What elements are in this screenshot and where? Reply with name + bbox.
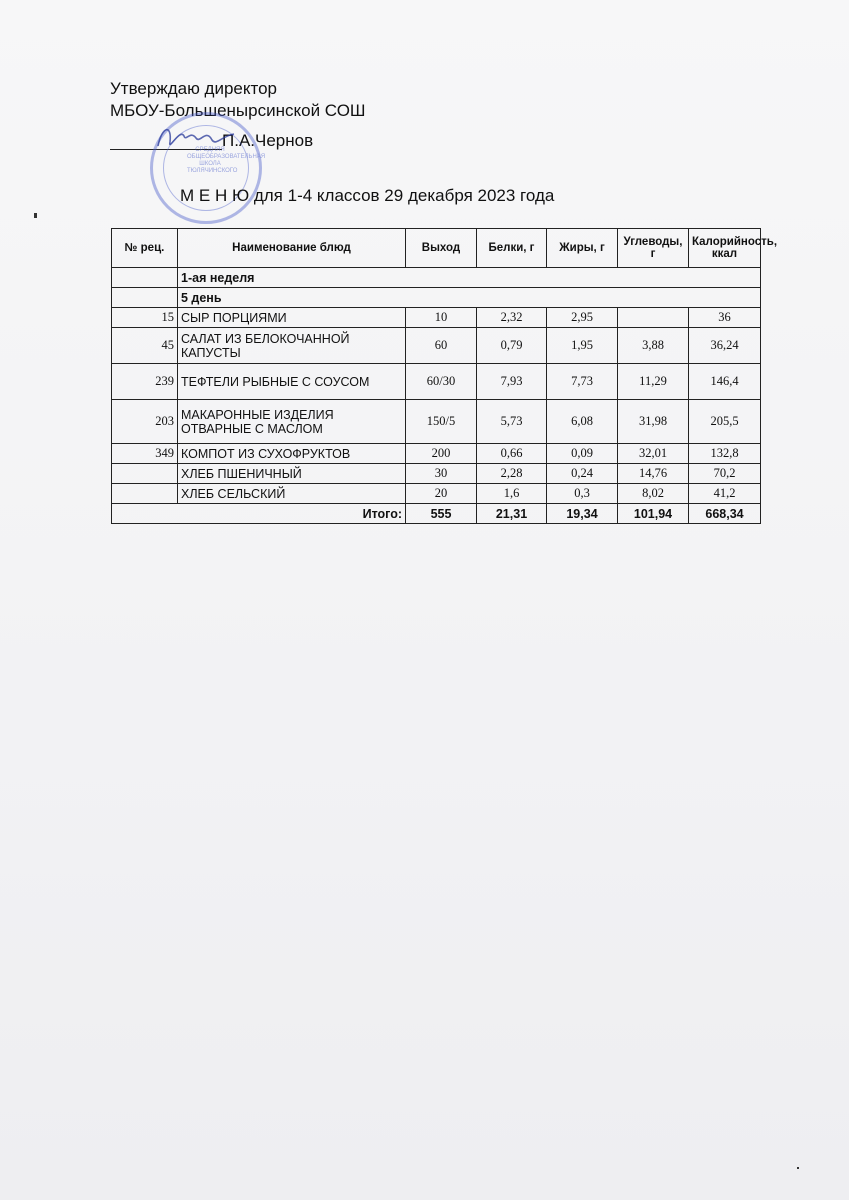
table-row	[112, 484, 761, 504]
table-row	[112, 464, 761, 484]
table-header-row	[112, 229, 761, 268]
recipe-number	[112, 464, 178, 484]
day-row	[112, 288, 761, 308]
output-value: 60/30	[406, 364, 477, 400]
scan-mark	[797, 1167, 799, 1169]
carbs-value: 14,76	[618, 464, 689, 484]
table-row	[112, 328, 761, 364]
recipe-number: 239	[112, 364, 178, 400]
calories-value: 41,2	[689, 484, 761, 504]
director-signature	[150, 118, 240, 158]
scan-mark	[34, 213, 37, 218]
table-row	[112, 444, 761, 464]
output-value: 200	[406, 444, 477, 464]
fat-value: 6,08	[547, 400, 618, 444]
output-value: 150/5	[406, 400, 477, 444]
table-row	[112, 400, 761, 444]
table-row	[112, 308, 761, 328]
fat-value: 7,73	[547, 364, 618, 400]
calories-value: 36	[689, 308, 761, 328]
protein-value: 7,93	[477, 364, 547, 400]
calories-value: 132,8	[689, 444, 761, 464]
calories-value: 36,24	[689, 328, 761, 364]
calories-value: 205,5	[689, 400, 761, 444]
table-row	[112, 364, 761, 400]
recipe-number: 349	[112, 444, 178, 464]
header-dish: Наименование блюд	[178, 229, 406, 268]
menu-table	[111, 228, 778, 524]
total-row	[112, 504, 761, 524]
carbs-value: 32,01	[618, 444, 689, 464]
carbs-value: 31,98	[618, 400, 689, 444]
carbs-value	[618, 308, 689, 328]
approval-line-2: МБОУ-Большенырсинской СОШ	[110, 101, 366, 120]
protein-value: 0,79	[477, 328, 547, 364]
carbs-value: 8,02	[618, 484, 689, 504]
recipe-number	[112, 484, 178, 504]
protein-value: 5,73	[477, 400, 547, 444]
recipe-number: 15	[112, 308, 178, 328]
calories-value: 146,4	[689, 364, 761, 400]
dish-name: САЛАТ ИЗ БЕЛОКОЧАННОЙ КАПУСТЫ	[178, 328, 406, 364]
approval-block	[110, 78, 366, 122]
output-value: 30	[406, 464, 477, 484]
dish-name: ХЛЕБ СЕЛЬСКИЙ	[178, 484, 406, 504]
director-name: П.А.Чернов	[222, 131, 314, 150]
dish-name: МАКАРОННЫЕ ИЗДЕЛИЯ ОТВАРНЫЕ С МАСЛОМ	[178, 400, 406, 444]
output-value: 10	[406, 308, 477, 328]
header-output: Выход	[406, 229, 477, 268]
approval-line-1: Утверждаю директор	[110, 79, 278, 98]
total-label: Итого:	[112, 504, 406, 524]
dish-name: КОМПОТ ИЗ СУХОФРУКТОВ	[178, 444, 406, 464]
recipe-number: 203	[112, 400, 178, 444]
header-carbs: Углеводы, г	[618, 229, 689, 268]
menu-title: М Е Н Ю для 1-4 классов 29 декабря 2023 года	[180, 186, 555, 205]
output-value: 20	[406, 484, 477, 504]
total-carbs: 101,94	[618, 504, 689, 524]
week-row	[112, 268, 761, 288]
protein-value: 0,66	[477, 444, 547, 464]
empty-cell	[112, 268, 178, 288]
recipe-number: 45	[112, 328, 178, 364]
fat-value: 0,24	[547, 464, 618, 484]
total-calories: 668,34	[689, 504, 761, 524]
dish-name: СЫР ПОРЦИЯМИ	[178, 308, 406, 328]
seal-text: СРЕДНЯЯ ОБЩЕОБРАЗОВАТЕЛЬНАЯ ШКОЛА ТЮЛЯЧИНСКОГО	[187, 147, 266, 174]
carbs-value: 11,29	[618, 364, 689, 400]
header-recipe: № рец.	[112, 229, 178, 268]
fat-value: 1,95	[547, 328, 618, 364]
fat-value: 0,09	[547, 444, 618, 464]
total-fat: 19,34	[547, 504, 618, 524]
week-label: 1-ая неделя	[178, 268, 761, 288]
header-fat: Жиры, г	[547, 229, 618, 268]
dish-name: ХЛЕБ ПШЕНИЧНЫЙ	[178, 464, 406, 484]
dish-name: ТЕФТЕЛИ РЫБНЫЕ С СОУСОМ	[178, 364, 406, 400]
header-calories: Калорийность, ккал	[689, 229, 761, 268]
protein-value: 1,6	[477, 484, 547, 504]
total-protein: 21,31	[477, 504, 547, 524]
fat-value: 2,95	[547, 308, 618, 328]
protein-value: 2,32	[477, 308, 547, 328]
header-protein: Белки, г	[477, 229, 547, 268]
total-output: 555	[406, 504, 477, 524]
fat-value: 0,3	[547, 484, 618, 504]
output-value: 60	[406, 328, 477, 364]
calories-value: 70,2	[689, 464, 761, 484]
protein-value: 2,28	[477, 464, 547, 484]
empty-cell	[112, 288, 178, 308]
day-label: 5 день	[178, 288, 761, 308]
carbs-value: 3,88	[618, 328, 689, 364]
